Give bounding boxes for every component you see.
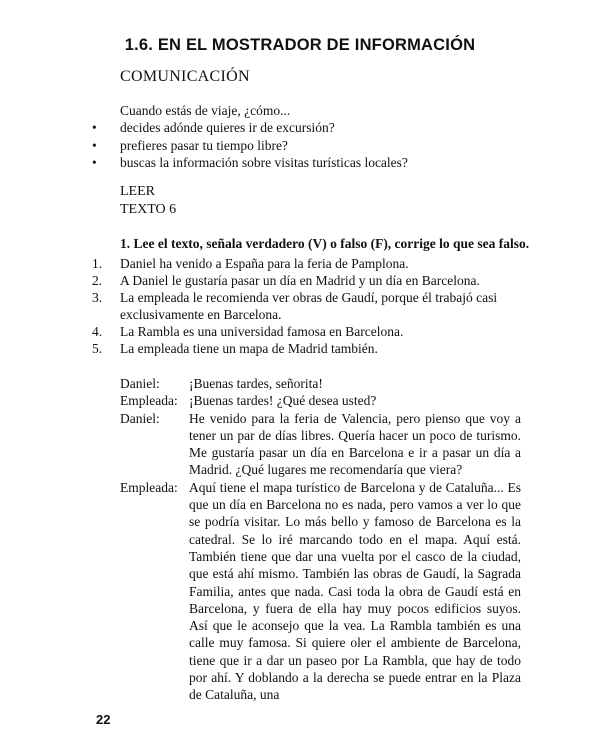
speaker-label: Daniel: xyxy=(120,376,160,391)
dialogue-turn xyxy=(0,479,600,704)
dialogue-turn xyxy=(0,375,600,392)
bullet-item xyxy=(0,137,600,155)
question-number: 5. xyxy=(92,341,103,356)
bullet-text: buscas la información sobre visitas turísticas locales? xyxy=(120,155,408,170)
bullet-icon: • xyxy=(92,155,97,170)
dialogue-turn xyxy=(0,392,600,409)
speaker-label: Empleada: xyxy=(120,479,178,495)
question-text: A Daniel le gustaría pasar un día en Madrid y un día en Barcelona. xyxy=(120,273,480,288)
intro-question: Cuando estás de viaje, ¿cómo... xyxy=(120,103,291,118)
page-title: 1.6. EN EL MOSTRADOR DE INFORMACIÓN xyxy=(124,36,476,54)
question-item xyxy=(0,340,600,357)
utterance-text: ¡Buenas tardes! ¿Qué desea usted? xyxy=(189,393,377,409)
question-text: La empleada le recomienda ver obras de Gaudí, porque él trabajó casi exclusivamente en Barcelona. xyxy=(120,290,498,322)
bullet-icon: • xyxy=(92,137,97,153)
utterance-text: ¡Buenas tardes, señorita! xyxy=(189,376,323,391)
utterance-text: Aquí tiene el mapa turístico de Barcelona y de Cataluña... Es que un día en Barcelona no es nada, pero vamos a ver lo que se podría visitar. Lo más bello y famoso de Barcelona es la catedral. Se lo iré marcando todo en el mapa. Aquí está. También tiene que dar una vuelta por el casco de la ciudad, que está ahí mismo. También las obras de Gaudí, la Sagrada Familia, antes que nada. Casi toda la obra de Gaudí está en Barcelona, y fuera de ella hay muy pocos edificios suyos. Así que le aconsejo que la vea. La Rambla también es una calle muy famosa. Si quiere oler el ambiente de Barcelona, tiene que ir a dar un paseo por La Rambla, que hay de todo por ahí. Y doblando a la derecha se puede entrar en la Plaza de Cataluña, una xyxy=(189,479,521,703)
question-number: 4. xyxy=(92,324,103,339)
bullet-icon: • xyxy=(92,120,97,135)
reading-block xyxy=(120,183,176,219)
page-number: 22 xyxy=(96,712,111,727)
question-text: La Rambla es una universidad famosa en Barcelona. xyxy=(120,324,404,339)
exercise-instruction: 1. Lee el texto, señala verdadero (V) o falso (F), corrige lo que sea falso. xyxy=(120,236,530,251)
dialogue-turn xyxy=(0,410,600,479)
bullet-list xyxy=(0,119,600,172)
question-number: 3. xyxy=(92,290,103,305)
question-item xyxy=(0,272,600,289)
speaker-label: Empleada: xyxy=(120,393,178,409)
utterance-text: He venido para la feria de Valencia, pero pienso que voy a tener un par de días libres. Quería hacer un poco de turismo. Me gustaría pasar un día en Barcelona e ir a pasar un día a Madrid. ¿Qué lugares me recomendaría que viera? xyxy=(189,410,521,478)
reading-label: LEER xyxy=(120,184,155,199)
question-number: 1. xyxy=(92,256,103,271)
question-item xyxy=(0,255,600,272)
question-item xyxy=(0,289,600,323)
bullet-text: decides adónde quieres ir de excursión? xyxy=(120,120,335,135)
text-label: TEXTO 6 xyxy=(120,202,177,217)
bullet-item xyxy=(0,119,600,137)
question-item xyxy=(0,323,600,340)
bullet-text: prefieres pasar tu tiempo libre? xyxy=(120,137,288,153)
dialogue xyxy=(0,375,600,704)
section-heading: COMUNICACIÓN xyxy=(120,68,250,85)
question-number: 2. xyxy=(92,273,103,288)
question-text: La empleada tiene un mapa de Madrid también. xyxy=(120,341,378,356)
bullet-item xyxy=(0,154,600,172)
question-text: Daniel ha venido a España para la feria de Pamplona. xyxy=(120,256,409,271)
speaker-label: Daniel: xyxy=(120,410,160,426)
question-list xyxy=(0,255,600,357)
